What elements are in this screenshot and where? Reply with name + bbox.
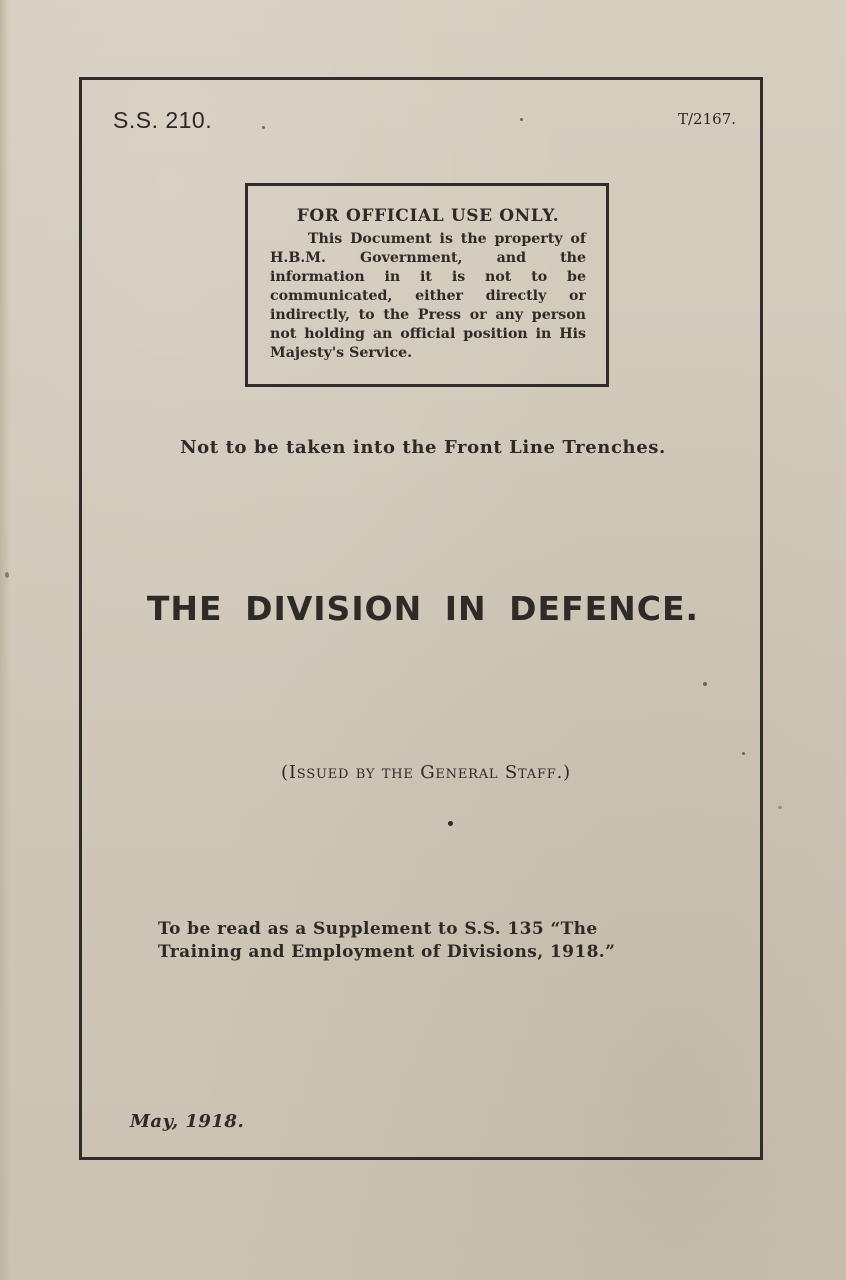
supplement-line-1: To be read as a Supplement to S.S. 135 “The <box>158 919 598 939</box>
restriction-note: Not to be taken into the Front Line Trenches. <box>180 437 666 458</box>
paper-speck <box>262 126 265 129</box>
supplement-line-2: Training and Employment of Divisions, 1918.” <box>158 942 616 962</box>
reference-code: T/2167. <box>678 110 737 128</box>
paper-speck <box>703 682 707 686</box>
center-dot-ornament <box>448 821 453 826</box>
paper-speck <box>5 572 9 578</box>
paper-speck <box>778 806 782 809</box>
official-use-notice-box <box>245 183 609 387</box>
publication-date: May, 1918. <box>130 1111 245 1132</box>
notice-body: This Document is the property of H.B.M. Government, and the information in it is not to be communicated, either directly or indirectly, to the Press or any person not holding an official position in His Majesty's Service. <box>270 231 586 361</box>
notice-title: FOR OFFICIAL USE ONLY. <box>296 206 560 226</box>
paper-speck <box>520 118 523 121</box>
series-number: S.S. 210. <box>113 107 213 133</box>
issued-by-line: (Issued by the General Staff.) <box>281 762 571 783</box>
paper-edge-shadow <box>0 0 10 1280</box>
document-title: THE DIVISION IN DEFENCE. <box>146 589 700 628</box>
supplement-note <box>158 918 698 964</box>
paper-speck <box>742 752 745 755</box>
